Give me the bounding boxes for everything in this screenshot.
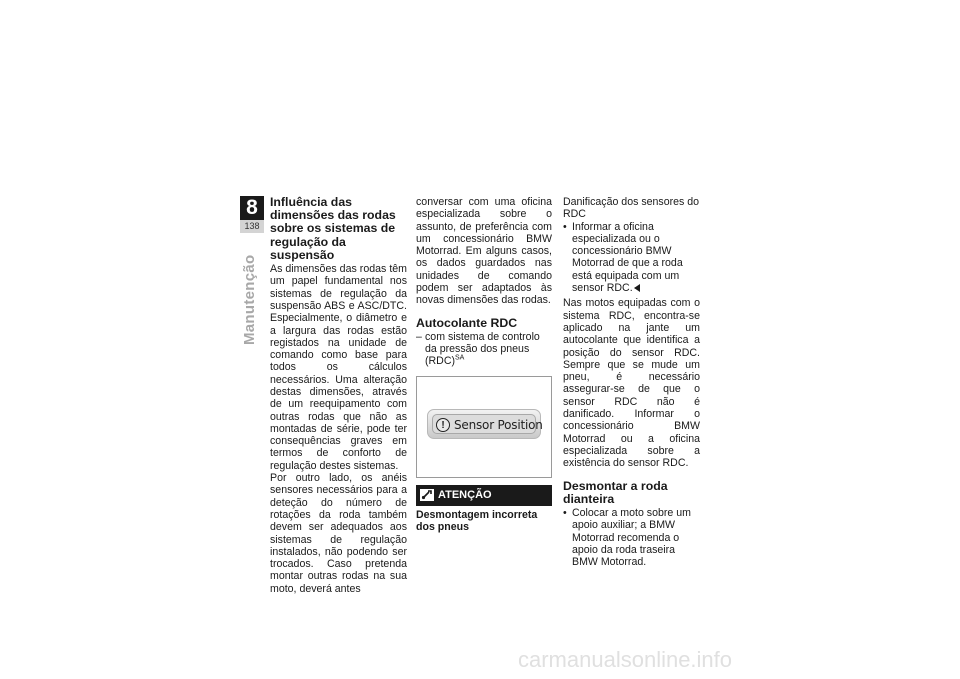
warning-title: Desmontagem incorreta dos pneus	[416, 508, 538, 534]
warning-bar	[416, 485, 552, 506]
watermark: carmanualsonline.info	[518, 647, 733, 672]
column-2	[416, 196, 552, 533]
section-heading-wheel-dimensions: Influência das dimensões das rodas sobre os sistemas de regulação da suspensão	[270, 195, 396, 262]
list-item: • Colocar a moto sobre um apoio auxiliar; a BMW Motorrad recomenda o apoio da roda traseira BMW Motorrad.	[563, 507, 700, 568]
paragraph: Danificação dos sensores do RDC	[563, 196, 700, 221]
sensor-position-figure	[416, 376, 552, 478]
dash-list	[416, 331, 552, 368]
paragraph: Por outro lado, os anéis sensores necessários para a deteção do número de rotações da roda também devem ser adequados aos sistemas de regulação instalados, não podendo ser trocados. Caso pretenda montar outras rodas na sua moto, deverá antes	[270, 472, 407, 595]
section-heading-remove-front-wheel: Desmontar a roda dianteira	[563, 478, 668, 506]
chapter-number: 8	[240, 196, 264, 220]
warning-wrench-icon	[420, 489, 434, 501]
list-item: • Informar a oficina especializada ou o concessionário BMW Motorrad de que a roda está equipada com um sensor RDC.	[563, 221, 700, 295]
paragraph: Nas motos equipadas com o sistema RDC, encontra-se aplicado na jante um autocolante que identifica a posição do sensor RDC. Sempre que se mude um pneu, é necessário assegurar-se de que o sensor RDC não é danificado. Informar o concessionário BMW Motorrad ou a oficina especializada sobre a existência do sensor RDC.	[563, 297, 700, 470]
section-heading-rdc-sticker: Autocolante RDC	[416, 315, 518, 330]
exclamation-icon: !	[436, 418, 450, 432]
bullet-list	[563, 221, 700, 295]
sensor-position-label: Sensor Position	[454, 417, 543, 432]
option-superscript: SA	[455, 354, 465, 362]
chapter-tab	[240, 196, 264, 233]
list-item: – com sistema de controlo da pressão dos pneus (RDC)$^{SA}$	[416, 331, 552, 368]
warning-label: ATENÇÃO	[438, 489, 492, 502]
column-1	[270, 196, 407, 595]
page-number: 138	[240, 220, 264, 233]
chapter-title-vertical	[241, 254, 263, 367]
column-3	[563, 196, 700, 568]
bullet-list	[563, 507, 700, 568]
chapter-title: Manutenção	[241, 254, 258, 345]
paragraph: conversar com uma oficina especializada sobre o assunto, de preferência com um concessionário BMW Motorrad. Em alguns casos, os dados guardados nas unidades de comando podem ser adaptados às novas dimensões das rodas.	[416, 196, 552, 307]
paragraph: As dimensões das rodas têm um papel fundamental nos sistemas de regulação da suspensão ABS e ASC/DTC. Especialmente, o diâmetro e a largura das rodas estão registados na unidade de comando como base para todos os cálculos necessários. Uma alteração destas dimensões, através de um reequipamento com outras rodas que não as montadas de série, pode ter consequências graves em termos de conforto de regulação destes sistemas.	[270, 263, 407, 472]
sensor-position-sticker	[427, 409, 541, 439]
end-marker-icon	[634, 284, 640, 292]
